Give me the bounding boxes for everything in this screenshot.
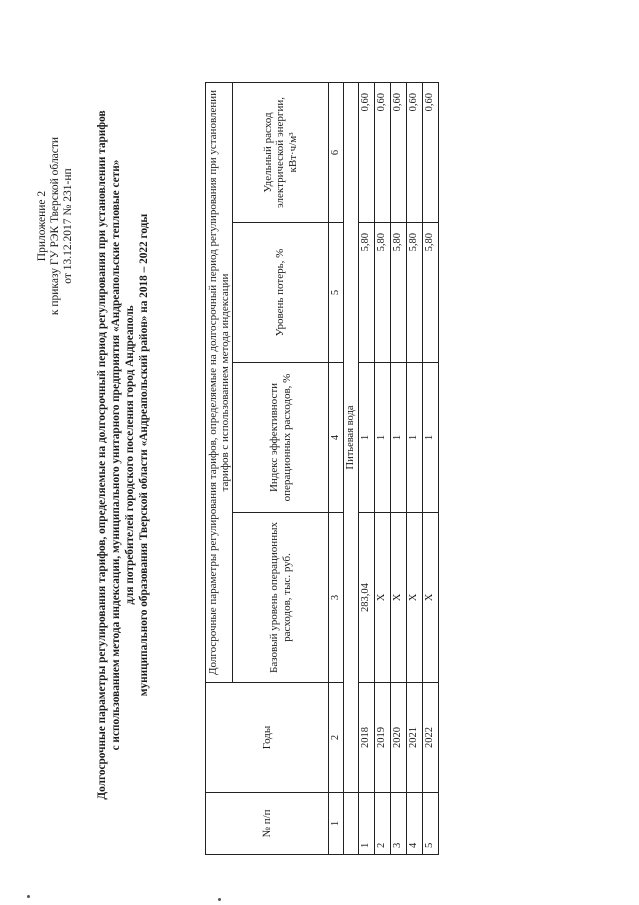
scan-speck (27, 895, 30, 898)
title-line-1: Долгосрочные параметры регулирования тарифов, определяемые на долгосрочный период регулирования при установлении тарифов (96, 110, 108, 800)
row-base: Х (391, 513, 407, 683)
table-row (423, 82, 439, 854)
row-base: Х (407, 513, 423, 683)
column-number-2: 2 (329, 683, 344, 793)
appendix-date: от 13.12.2017 № 231-нп (62, 168, 74, 284)
row-base: Х (375, 513, 391, 683)
title-line-3: для потребителей городского поселения город Андреаполь (124, 305, 136, 605)
scan-speck (218, 898, 221, 901)
row-loss: 5,80 (391, 223, 407, 363)
table-row (407, 82, 423, 854)
title-line-2: с использованием метода индексации, муниципального унитарного предприятия «Андреапольские тепловые сети» (110, 159, 122, 751)
column-number-4: 4 (329, 363, 344, 513)
row-year: 2018 (359, 683, 375, 793)
section-title: Питьевая вода (344, 82, 359, 792)
row-year: 2020 (391, 683, 407, 793)
appendix-order: к приказу ГУ РЭК Тверской области (49, 136, 61, 316)
header-loss: Уровень потерь, % (233, 223, 329, 363)
row-base: 283,04 (359, 513, 375, 683)
column-number-3: 3 (329, 513, 344, 683)
header-group: Долгосрочные параметры регулирования тарифов, определяемые на долгосрочный период регулирования при установлении тарифов с использованием метода индексации (206, 82, 233, 682)
appendix-inner (36, 96, 75, 356)
header-specific: Удельный расход электрической энергии, кВт·ч/м³ (233, 82, 329, 222)
header-num: № п/п (206, 793, 329, 855)
column-number-6: 6 (329, 82, 344, 222)
column-number-5: 5 (329, 223, 344, 363)
row-num: 5 (423, 793, 439, 855)
row-index: 1 (407, 363, 423, 513)
row-base: Х (423, 513, 439, 683)
row-index: 1 (359, 363, 375, 513)
row-loss: 5,80 (375, 223, 391, 363)
row-num: 3 (391, 793, 407, 855)
appendix-number: Приложение 2 (36, 190, 48, 262)
table-row (391, 82, 407, 854)
row-index: 1 (375, 363, 391, 513)
row-loss: 5,80 (423, 223, 439, 363)
header-index: Индекс эффективности операционных расходов, % (233, 363, 329, 513)
parameters-table (205, 82, 439, 855)
row-index: 1 (423, 363, 439, 513)
header-years: Годы (206, 683, 329, 793)
section-spacer (344, 793, 359, 855)
table-row (359, 82, 375, 854)
row-num: 4 (407, 793, 423, 855)
row-num: 2 (375, 793, 391, 855)
row-specific: 0,60 (423, 82, 439, 222)
row-specific: 0,60 (359, 82, 375, 222)
row-year: 2021 (407, 683, 423, 793)
row-loss: 5,80 (407, 223, 423, 363)
table-row (375, 82, 391, 854)
row-year: 2019 (375, 683, 391, 793)
header-base: Базовый уровень операционных расходов, тыс. руб. (233, 513, 329, 683)
document-title (95, 50, 151, 860)
column-number-1: 1 (329, 793, 344, 855)
row-specific: 0,60 (407, 82, 423, 222)
row-specific: 0,60 (375, 82, 391, 222)
row-num: 1 (359, 793, 375, 855)
row-index: 1 (391, 363, 407, 513)
row-specific: 0,60 (391, 82, 407, 222)
title-line-4: муниципального образования Тверской области «Андреапольский район» на 2018 – 2022 годы (138, 213, 150, 697)
row-loss: 5,80 (359, 223, 375, 363)
row-year: 2022 (423, 683, 439, 793)
